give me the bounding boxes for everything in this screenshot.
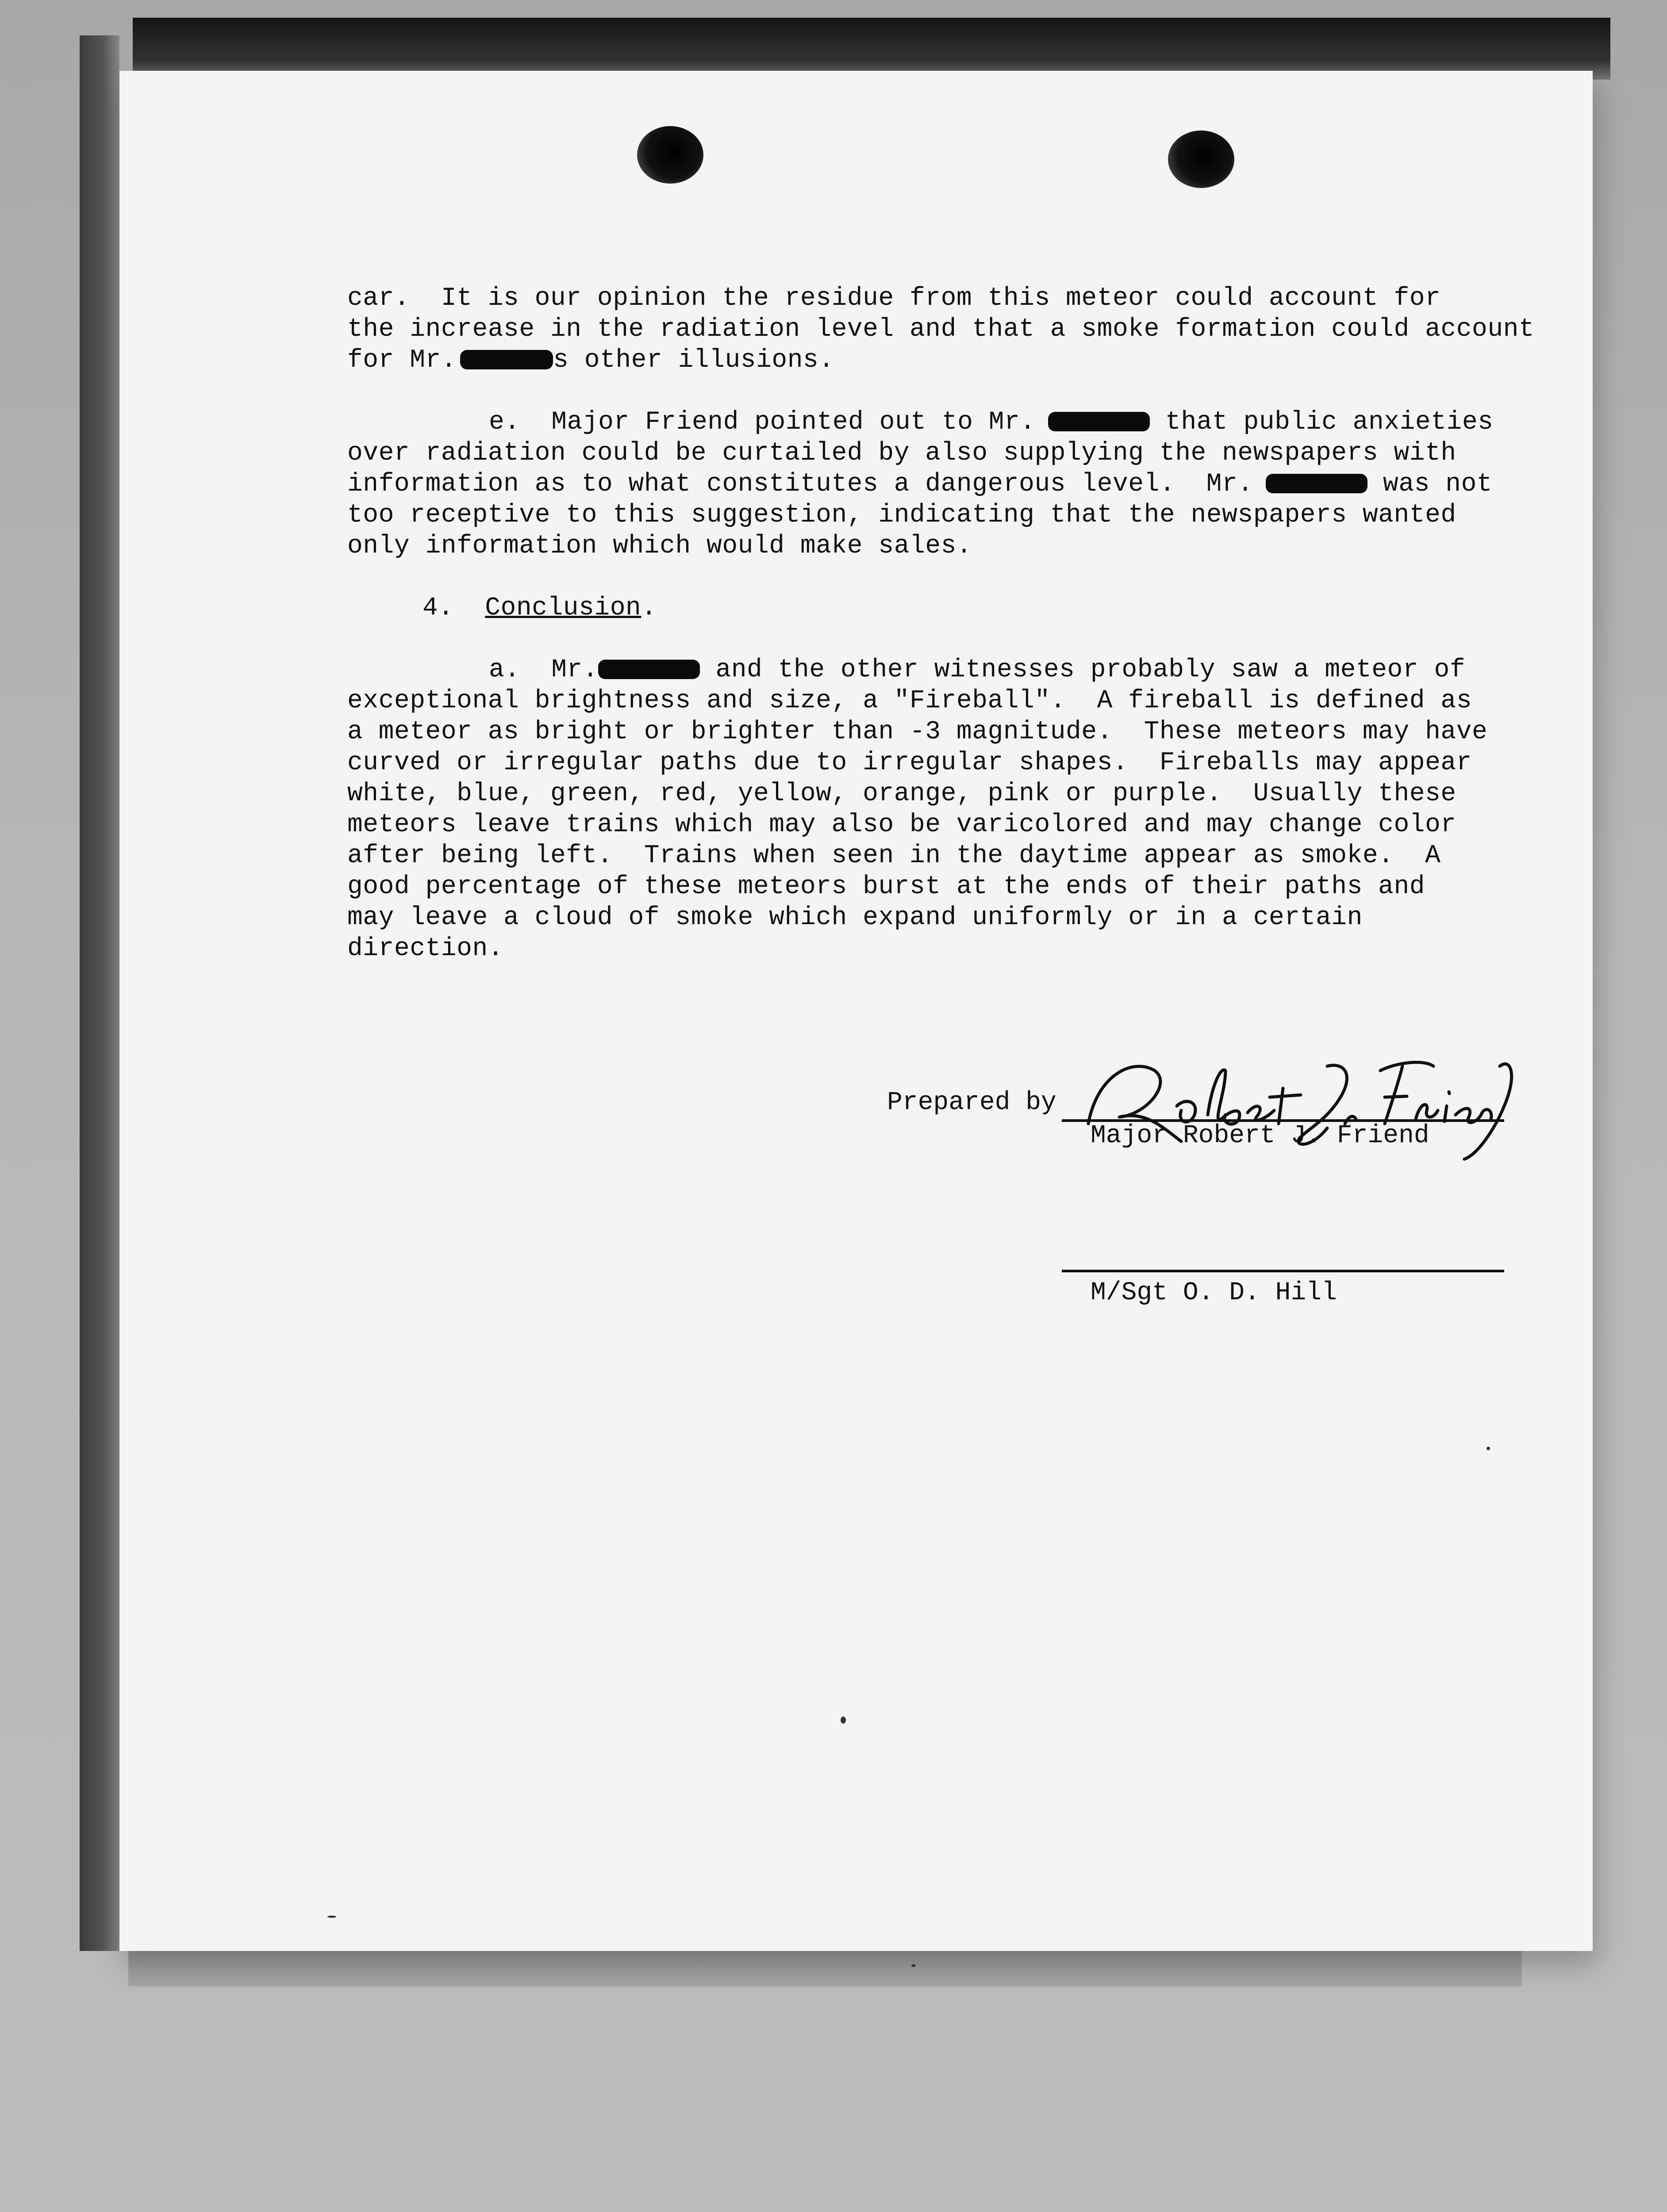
section-4-heading: 4. Conclusion. bbox=[423, 594, 657, 622]
scan-speck bbox=[1486, 1447, 1490, 1450]
redaction-mark bbox=[1048, 412, 1150, 431]
second-signature-line bbox=[1062, 1270, 1504, 1272]
top-edge-shadow bbox=[133, 18, 1610, 80]
left-edge-shadow bbox=[80, 35, 119, 1951]
second-signer-name: M/Sgt O. D. Hill bbox=[1091, 1279, 1337, 1307]
redaction-mark bbox=[460, 350, 553, 369]
paragraph-e-line-4: too receptive to this suggestion, indicating that the newspapers wanted bbox=[347, 501, 1456, 530]
paragraph-e-line-5: only information which would make sales. bbox=[347, 532, 972, 561]
paragraph-a-line-1: a. Mr. and the other witnesses probably saw a meteor of bbox=[489, 656, 1466, 684]
paragraph-d-line-3: for Mr. s other illusions. bbox=[347, 346, 834, 375]
paragraph-a-line-4: curved or irregular paths due to irregular shapes. Fireballs may appear bbox=[347, 749, 1472, 777]
redaction-mark bbox=[1266, 474, 1367, 493]
scan-speck bbox=[841, 1717, 846, 1724]
redaction-mark bbox=[598, 660, 700, 679]
prepared-by-label: Prepared by bbox=[887, 1088, 1056, 1117]
preparer-name: Major Robert J. Friend bbox=[1091, 1121, 1429, 1150]
scan-speck bbox=[327, 1916, 336, 1918]
punch-hole-left bbox=[637, 126, 703, 184]
paragraph-e-line-1: e. Major Friend pointed out to Mr. that public anxieties bbox=[489, 408, 1494, 437]
paragraph-e-line-2: over radiation could be curtailed by also supplying the newspapers with bbox=[347, 439, 1456, 468]
paragraph-e-line-3: information as to what constitutes a dangerous level. Mr. was not bbox=[347, 470, 1493, 499]
paragraph-a-line-2: exceptional brightness and size, a "Fireball". A fireball is defined as bbox=[347, 687, 1472, 715]
paragraph-d-line-1: car. It is our opinion the residue from this meteor could account for bbox=[347, 284, 1441, 313]
paragraph-a-line-6: meteors leave trains which may also be varicolored and may change color bbox=[347, 810, 1456, 839]
punch-hole-right bbox=[1168, 131, 1234, 188]
bottom-edge-shadow bbox=[128, 1951, 1522, 1986]
paragraph-a-line-9: may leave a cloud of smoke which expand uniformly or in a certain bbox=[347, 903, 1363, 932]
paragraph-d-line-2: the increase in the radiation level and that a smoke formation could account bbox=[347, 315, 1535, 344]
scan-speck bbox=[911, 1964, 916, 1967]
paragraph-a-line-10: direction. bbox=[347, 934, 504, 963]
paragraph-a-line-5: white, blue, green, red, yellow, orange, pink or purple. Usually these bbox=[347, 780, 1456, 808]
paragraph-a-line-7: after being left. Trains when seen in the daytime appear as smoke. A bbox=[347, 841, 1441, 870]
paragraph-a-line-8: good percentage of these meteors burst at the ends of their paths and bbox=[347, 872, 1425, 901]
paragraph-a-line-3: a meteor as bright or brighter than -3 magnitude. These meteors may have bbox=[347, 718, 1488, 746]
